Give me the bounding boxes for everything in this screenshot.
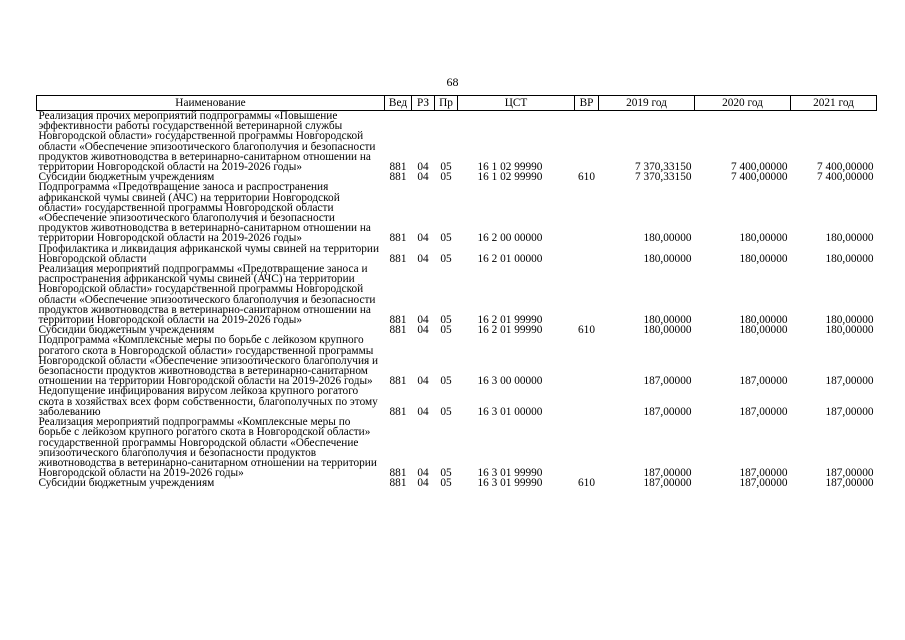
row-pr: 05 (440, 252, 452, 265)
row-name: Реализация прочих мероприятий подпрограммы «Повышение эффективности работы государственной ветеринарной службы Новгородской области» государственной программы Новгородской области «Обеспечение эпизоотического благополучия и безопасности продуктов животноводства в ветеринарно-санитарном отношении на территории Новгородской области на 2019-2026 годы» (38, 110, 376, 174)
budget-table (36, 95, 877, 489)
row-rz: 04 (417, 467, 429, 480)
row-name: Недопущение инфицирования вирусом лейкоза крупного рогатого скота в хозяйствах всех форм собственности, благополучных по этому заболеванию (38, 385, 378, 418)
row-value-2019: 180,00000 (643, 324, 692, 337)
row-pr: 05 (440, 171, 452, 184)
row-value-2019: 180,00000 (643, 252, 692, 265)
row-name: Субсидии бюджетным учреждениям (38, 324, 215, 337)
table-row (37, 386, 877, 417)
row-value-2021: 187,00000 (825, 405, 874, 418)
row-ved: 881 (389, 314, 407, 327)
row-value-2020: 180,00000 (739, 314, 788, 327)
page-number: 68 (446, 75, 459, 89)
header-2019: 2019 год (599, 96, 695, 111)
row-cst: 16 1 02 99990 (477, 161, 543, 174)
row-cst: 16 2 00 00000 (477, 232, 543, 245)
row-value-2020: 187,00000 (739, 477, 788, 490)
row-cst: 16 2 01 99990 (477, 314, 543, 327)
row-value-2021: 7 400,00000 (817, 171, 874, 184)
row-ved: 881 (389, 252, 407, 265)
row-ved: 881 (389, 161, 407, 174)
row-value-2020: 187,00000 (739, 467, 788, 480)
row-ved: 881 (389, 477, 407, 490)
row-rz: 04 (417, 375, 429, 388)
header-2020: 2020 год (695, 96, 791, 111)
row-pr: 05 (440, 324, 452, 337)
header-cst: ЦСТ (458, 96, 575, 111)
row-value-2019: 187,00000 (643, 477, 692, 490)
row-name: Реализация мероприятий подпрограммы «Комплексные меры по борьбе с лейкозом крупного рогатого скота в Новгородской области» государственной программы Новгородской области «Обеспечение эпизоотического благополучия и безопасности продуктов животноводства в ветеринарно-санитарном отношении на территории Новгородской области на 2019-2026 годы» (38, 416, 377, 480)
row-value-2019: 180,00000 (643, 314, 692, 327)
table-row (37, 244, 877, 264)
table-header-row (37, 96, 877, 111)
row-vr: 610 (578, 324, 595, 337)
header-pr: Пр (435, 96, 458, 111)
header-rz: РЗ (412, 96, 435, 111)
row-pr: 05 (440, 314, 452, 327)
row-value-2020: 7 400,00000 (731, 171, 788, 184)
table-row (37, 478, 877, 488)
row-value-2019: 7 370,33150 (635, 161, 692, 174)
row-name: Субсидии бюджетным учреждениям (38, 171, 215, 184)
row-name: Подпрограмма «Предотвращение заноса и распространения африканской чумы свиней (АЧС) на территории Новгородской области» государственной программы Новгородской области «Обеспечение эпизоотического благополучия и безопасности продуктов животноводства в ветеринарно-санитарном отношении на территории Новгородской области на 2019-2026 годы» (38, 181, 371, 245)
row-pr: 05 (440, 161, 452, 174)
row-vr (575, 386, 599, 417)
row-value-2021: 7 400,00000 (817, 161, 874, 174)
row-value-2021: 180,00000 (825, 252, 874, 265)
row-rz: 04 (417, 161, 429, 174)
row-rz: 04 (417, 171, 429, 184)
header-ved: Вед (385, 96, 412, 111)
row-name: Реализация мероприятий подпрограммы «Предотвращение заноса и распространения африканской чумы свиней (АЧС) на территории Новгородской области» государственной программы Новгородской области «Обеспечение эпизоотического благополучия и безопасности продуктов животноводства в ветеринарно-санитарном отношении на территории Новгородской области на 2019-2026 годы» (38, 263, 376, 327)
row-cst: 16 2 01 99990 (477, 324, 543, 337)
row-rz: 04 (417, 477, 429, 490)
row-value-2021: 187,00000 (825, 375, 874, 388)
row-name: Профилактика и ликвидация африканской чумы свиней на территории Новгородской области (38, 242, 380, 265)
row-value-2020: 187,00000 (739, 375, 788, 388)
table-row (37, 335, 877, 386)
row-cst: 16 3 01 99990 (477, 477, 543, 490)
row-vr: 610 (578, 171, 595, 184)
row-value-2019: 187,00000 (643, 467, 692, 480)
row-value-2021: 187,00000 (825, 467, 874, 480)
row-value-2019: 187,00000 (643, 405, 692, 418)
row-vr (575, 417, 599, 478)
row-ved: 881 (389, 467, 407, 480)
row-value-2020: 180,00000 (739, 232, 788, 245)
row-value-2021: 187,00000 (825, 477, 874, 490)
row-cst: 16 3 01 00000 (477, 405, 543, 418)
row-cst: 16 2 01 00000 (477, 252, 543, 265)
header-name: Наименование (37, 96, 385, 111)
row-value-2020: 180,00000 (739, 324, 788, 337)
row-value-2020: 180,00000 (739, 252, 788, 265)
table-row (37, 182, 877, 243)
row-vr: 610 (578, 477, 595, 490)
row-value-2021: 180,00000 (825, 232, 874, 245)
row-value-2020: 7 400,00000 (731, 161, 788, 174)
row-vr (575, 182, 599, 243)
row-value-2021: 180,00000 (825, 314, 874, 327)
row-vr (575, 264, 599, 325)
row-ved: 881 (389, 405, 407, 418)
table-row (37, 264, 877, 325)
row-pr: 05 (440, 232, 452, 245)
row-ved: 881 (389, 171, 407, 184)
row-pr: 05 (440, 477, 452, 490)
row-ved: 881 (389, 375, 407, 388)
row-cst: 16 1 02 99990 (477, 171, 543, 184)
row-vr (575, 111, 599, 173)
row-pr: 05 (440, 405, 452, 418)
table-row (37, 111, 877, 173)
row-value-2021: 180,00000 (825, 324, 874, 337)
header-vr: ВР (575, 96, 599, 111)
row-value-2019: 180,00000 (643, 232, 692, 245)
row-rz: 04 (417, 314, 429, 327)
row-ved: 881 (389, 232, 407, 245)
row-cst: 16 3 01 99990 (477, 467, 543, 480)
table-row (37, 417, 877, 478)
header-2021: 2021 год (791, 96, 877, 111)
row-value-2019: 7 370,33150 (635, 171, 692, 184)
row-ved: 881 (389, 324, 407, 337)
row-vr (575, 244, 599, 264)
row-rz: 04 (417, 252, 429, 265)
row-vr (575, 335, 599, 386)
row-name: Подпрограмма «Комплексные меры по борьбе с лейкозом крупного рогатого скота в Новгородской области» государственной программы Новгородской области «Обеспечение эпизоотического благополучия и безопасности продуктов животноводства в ветеринарно-санитарном отношении на территории Новгородской области на 2019-2026 годы» (38, 334, 379, 388)
row-cst: 16 3 00 00000 (477, 375, 543, 388)
row-pr: 05 (440, 467, 452, 480)
row-value-2019: 187,00000 (643, 375, 692, 388)
row-value-2020: 187,00000 (739, 405, 788, 418)
row-rz: 04 (417, 232, 429, 245)
row-pr: 05 (440, 375, 452, 388)
row-rz: 04 (417, 324, 429, 337)
row-rz: 04 (417, 405, 429, 418)
row-name: Субсидии бюджетным учреждениям (38, 477, 215, 490)
